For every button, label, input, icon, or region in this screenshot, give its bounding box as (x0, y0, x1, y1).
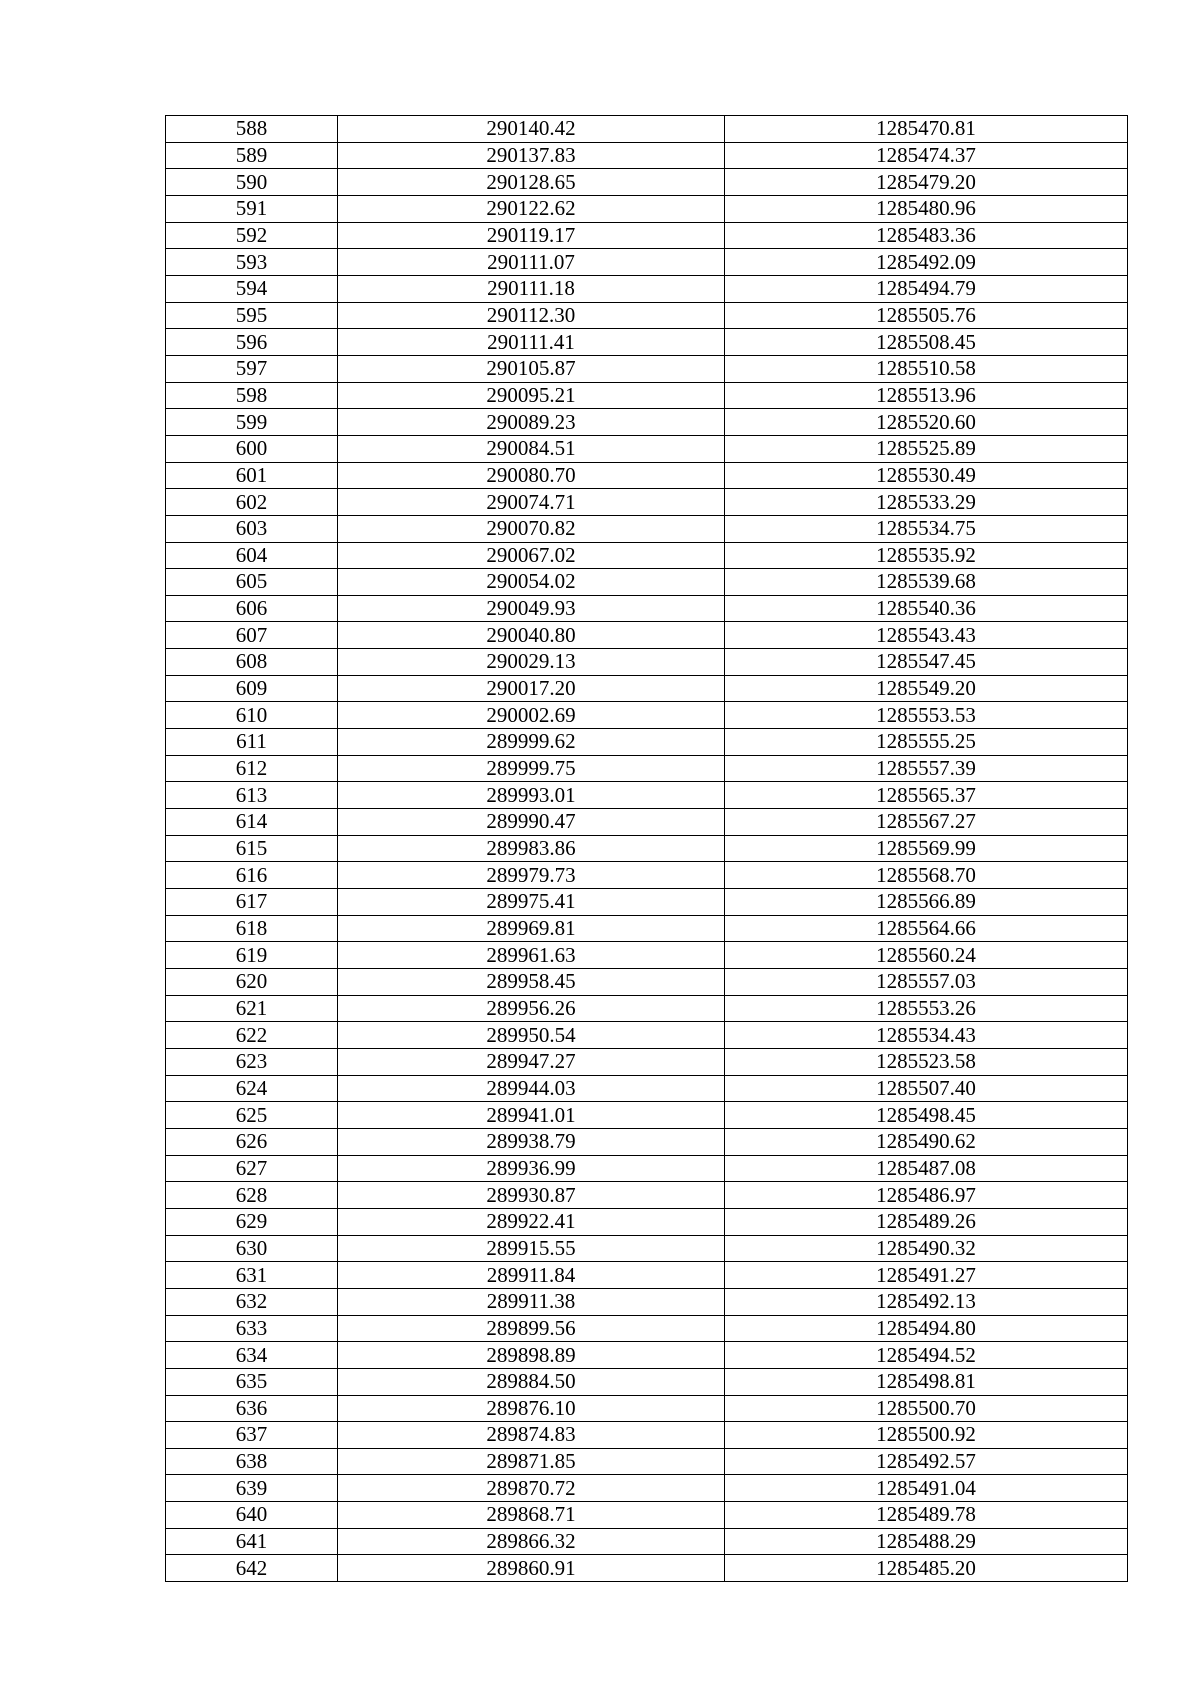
table-row (166, 409, 1128, 436)
y-coordinate-cell: 1285480.96 (725, 195, 1128, 222)
table-row (166, 1048, 1128, 1075)
table-row (166, 1262, 1128, 1289)
y-coordinate-cell: 1285491.27 (725, 1262, 1128, 1289)
x-coordinate-cell: 290080.70 (338, 462, 725, 489)
point-number-cell: 632 (166, 1288, 338, 1315)
point-number-cell: 595 (166, 302, 338, 329)
table-row (166, 969, 1128, 996)
x-coordinate-cell: 290002.69 (338, 702, 725, 729)
x-coordinate-cell: 290095.21 (338, 382, 725, 409)
y-coordinate-cell: 1285492.57 (725, 1448, 1128, 1475)
y-coordinate-cell: 1285560.24 (725, 942, 1128, 969)
table-row (166, 1555, 1128, 1582)
x-coordinate-cell: 290084.51 (338, 435, 725, 462)
y-coordinate-cell: 1285534.75 (725, 515, 1128, 542)
y-coordinate-cell: 1285500.70 (725, 1395, 1128, 1422)
table-row (166, 1075, 1128, 1102)
x-coordinate-cell: 290105.87 (338, 355, 725, 382)
table-row (166, 702, 1128, 729)
y-coordinate-cell: 1285489.26 (725, 1208, 1128, 1235)
table-row (166, 1475, 1128, 1502)
y-coordinate-cell: 1285494.52 (725, 1342, 1128, 1369)
table-row (166, 435, 1128, 462)
point-number-cell: 617 (166, 889, 338, 916)
table-row (166, 302, 1128, 329)
x-coordinate-cell: 290111.18 (338, 275, 725, 302)
table-row (166, 1128, 1128, 1155)
y-coordinate-cell: 1285500.92 (725, 1422, 1128, 1449)
y-coordinate-cell: 1285487.08 (725, 1155, 1128, 1182)
point-number-cell: 601 (166, 462, 338, 489)
table-row (166, 116, 1128, 143)
y-coordinate-cell: 1285549.20 (725, 675, 1128, 702)
table-row (166, 195, 1128, 222)
y-coordinate-cell: 1285490.32 (725, 1235, 1128, 1262)
table-row (166, 1368, 1128, 1395)
point-number-cell: 620 (166, 969, 338, 996)
x-coordinate-cell: 289983.86 (338, 835, 725, 862)
table-row (166, 1342, 1128, 1369)
x-coordinate-cell: 289999.62 (338, 729, 725, 756)
y-coordinate-cell: 1285565.37 (725, 782, 1128, 809)
y-coordinate-cell: 1285491.04 (725, 1475, 1128, 1502)
y-coordinate-cell: 1285474.37 (725, 142, 1128, 169)
table-row (166, 595, 1128, 622)
point-number-cell: 589 (166, 142, 338, 169)
x-coordinate-cell: 289866.32 (338, 1528, 725, 1555)
y-coordinate-cell: 1285498.45 (725, 1102, 1128, 1129)
point-number-cell: 602 (166, 489, 338, 516)
x-coordinate-cell: 290054.02 (338, 569, 725, 596)
x-coordinate-cell: 289993.01 (338, 782, 725, 809)
y-coordinate-cell: 1285525.89 (725, 435, 1128, 462)
x-coordinate-cell: 289990.47 (338, 809, 725, 836)
point-number-cell: 606 (166, 595, 338, 622)
point-number-cell: 621 (166, 995, 338, 1022)
table-row (166, 462, 1128, 489)
table-row (166, 675, 1128, 702)
x-coordinate-cell: 290074.71 (338, 489, 725, 516)
y-coordinate-cell: 1285539.68 (725, 569, 1128, 596)
point-number-cell: 627 (166, 1155, 338, 1182)
y-coordinate-cell: 1285489.78 (725, 1502, 1128, 1529)
table-row (166, 329, 1128, 356)
x-coordinate-cell: 290119.17 (338, 222, 725, 249)
y-coordinate-cell: 1285492.13 (725, 1288, 1128, 1315)
point-number-cell: 609 (166, 675, 338, 702)
point-number-cell: 612 (166, 755, 338, 782)
y-coordinate-cell: 1285494.80 (725, 1315, 1128, 1342)
table-row (166, 569, 1128, 596)
table-row (166, 1422, 1128, 1449)
y-coordinate-cell: 1285494.79 (725, 275, 1128, 302)
x-coordinate-cell: 289999.75 (338, 755, 725, 782)
x-coordinate-cell: 289874.83 (338, 1422, 725, 1449)
x-coordinate-cell: 289922.41 (338, 1208, 725, 1235)
point-number-cell: 622 (166, 1022, 338, 1049)
point-number-cell: 588 (166, 116, 338, 143)
x-coordinate-cell: 290128.65 (338, 169, 725, 196)
point-number-cell: 641 (166, 1528, 338, 1555)
x-coordinate-cell: 290029.13 (338, 649, 725, 676)
point-number-cell: 604 (166, 542, 338, 569)
point-number-cell: 618 (166, 915, 338, 942)
point-number-cell: 635 (166, 1368, 338, 1395)
point-number-cell: 619 (166, 942, 338, 969)
x-coordinate-cell: 289941.01 (338, 1102, 725, 1129)
x-coordinate-cell: 289915.55 (338, 1235, 725, 1262)
point-number-cell: 608 (166, 649, 338, 676)
y-coordinate-cell: 1285533.29 (725, 489, 1128, 516)
y-coordinate-cell: 1285557.39 (725, 755, 1128, 782)
x-coordinate-cell: 289961.63 (338, 942, 725, 969)
point-number-cell: 623 (166, 1048, 338, 1075)
table-row (166, 1528, 1128, 1555)
table-row (166, 1502, 1128, 1529)
x-coordinate-cell: 290111.07 (338, 249, 725, 276)
x-coordinate-cell: 289898.89 (338, 1342, 725, 1369)
y-coordinate-cell: 1285505.76 (725, 302, 1128, 329)
y-coordinate-cell: 1285534.43 (725, 1022, 1128, 1049)
x-coordinate-cell: 289969.81 (338, 915, 725, 942)
table-row (166, 649, 1128, 676)
table-row (166, 249, 1128, 276)
y-coordinate-cell: 1285543.43 (725, 622, 1128, 649)
point-number-cell: 633 (166, 1315, 338, 1342)
point-number-cell: 636 (166, 1395, 338, 1422)
point-number-cell: 600 (166, 435, 338, 462)
point-number-cell: 628 (166, 1182, 338, 1209)
point-number-cell: 630 (166, 1235, 338, 1262)
y-coordinate-cell: 1285488.29 (725, 1528, 1128, 1555)
point-number-cell: 614 (166, 809, 338, 836)
point-number-cell: 607 (166, 622, 338, 649)
table-row (166, 1395, 1128, 1422)
y-coordinate-cell: 1285510.58 (725, 355, 1128, 382)
y-coordinate-cell: 1285508.45 (725, 329, 1128, 356)
x-coordinate-cell: 289956.26 (338, 995, 725, 1022)
table-row (166, 142, 1128, 169)
y-coordinate-cell: 1285498.81 (725, 1368, 1128, 1395)
point-number-cell: 638 (166, 1448, 338, 1475)
point-number-cell: 631 (166, 1262, 338, 1289)
table-row (166, 915, 1128, 942)
point-number-cell: 642 (166, 1555, 338, 1582)
y-coordinate-cell: 1285547.45 (725, 649, 1128, 676)
point-number-cell: 598 (166, 382, 338, 409)
point-number-cell: 629 (166, 1208, 338, 1235)
x-coordinate-cell: 289899.56 (338, 1315, 725, 1342)
point-number-cell: 590 (166, 169, 338, 196)
table-row (166, 995, 1128, 1022)
table-row (166, 835, 1128, 862)
x-coordinate-cell: 290070.82 (338, 515, 725, 542)
x-coordinate-cell: 289871.85 (338, 1448, 725, 1475)
x-coordinate-cell: 290040.80 (338, 622, 725, 649)
x-coordinate-cell: 289930.87 (338, 1182, 725, 1209)
table-row (166, 729, 1128, 756)
y-coordinate-cell: 1285520.60 (725, 409, 1128, 436)
table-row (166, 169, 1128, 196)
table-row (166, 489, 1128, 516)
x-coordinate-cell: 289958.45 (338, 969, 725, 996)
x-coordinate-cell: 289876.10 (338, 1395, 725, 1422)
y-coordinate-cell: 1285567.27 (725, 809, 1128, 836)
y-coordinate-cell: 1285535.92 (725, 542, 1128, 569)
y-coordinate-cell: 1285507.40 (725, 1075, 1128, 1102)
x-coordinate-cell: 289975.41 (338, 889, 725, 916)
y-coordinate-cell: 1285569.99 (725, 835, 1128, 862)
point-number-cell: 615 (166, 835, 338, 862)
point-number-cell: 603 (166, 515, 338, 542)
x-coordinate-cell: 289979.73 (338, 862, 725, 889)
x-coordinate-cell: 289938.79 (338, 1128, 725, 1155)
x-coordinate-cell: 290067.02 (338, 542, 725, 569)
x-coordinate-cell: 289868.71 (338, 1502, 725, 1529)
coordinate-table-body (166, 116, 1128, 1582)
x-coordinate-cell: 289911.38 (338, 1288, 725, 1315)
table-row (166, 382, 1128, 409)
y-coordinate-cell: 1285492.09 (725, 249, 1128, 276)
coordinate-table (165, 115, 1128, 1582)
y-coordinate-cell: 1285564.66 (725, 915, 1128, 942)
y-coordinate-cell: 1285566.89 (725, 889, 1128, 916)
x-coordinate-cell: 290140.42 (338, 116, 725, 143)
point-number-cell: 634 (166, 1342, 338, 1369)
table-row (166, 355, 1128, 382)
y-coordinate-cell: 1285555.25 (725, 729, 1128, 756)
table-row (166, 515, 1128, 542)
x-coordinate-cell: 289936.99 (338, 1155, 725, 1182)
point-number-cell: 597 (166, 355, 338, 382)
table-row (166, 542, 1128, 569)
x-coordinate-cell: 290137.83 (338, 142, 725, 169)
point-number-cell: 616 (166, 862, 338, 889)
y-coordinate-cell: 1285540.36 (725, 595, 1128, 622)
point-number-cell: 610 (166, 702, 338, 729)
x-coordinate-cell: 289947.27 (338, 1048, 725, 1075)
point-number-cell: 605 (166, 569, 338, 596)
y-coordinate-cell: 1285523.58 (725, 1048, 1128, 1075)
y-coordinate-cell: 1285486.97 (725, 1182, 1128, 1209)
table-row (166, 809, 1128, 836)
point-number-cell: 624 (166, 1075, 338, 1102)
x-coordinate-cell: 289884.50 (338, 1368, 725, 1395)
table-row (166, 942, 1128, 969)
point-number-cell: 611 (166, 729, 338, 756)
y-coordinate-cell: 1285513.96 (725, 382, 1128, 409)
table-row (166, 782, 1128, 809)
table-row (166, 755, 1128, 782)
table-row (166, 222, 1128, 249)
table-row (166, 1315, 1128, 1342)
y-coordinate-cell: 1285485.20 (725, 1555, 1128, 1582)
y-coordinate-cell: 1285479.20 (725, 169, 1128, 196)
table-row (166, 1288, 1128, 1315)
y-coordinate-cell: 1285530.49 (725, 462, 1128, 489)
point-number-cell: 596 (166, 329, 338, 356)
table-row (166, 889, 1128, 916)
table-row (166, 1448, 1128, 1475)
table-row (166, 1182, 1128, 1209)
y-coordinate-cell: 1285568.70 (725, 862, 1128, 889)
x-coordinate-cell: 290017.20 (338, 675, 725, 702)
x-coordinate-cell: 290122.62 (338, 195, 725, 222)
point-number-cell: 626 (166, 1128, 338, 1155)
y-coordinate-cell: 1285490.62 (725, 1128, 1128, 1155)
table-row (166, 1208, 1128, 1235)
point-number-cell: 613 (166, 782, 338, 809)
table-row (166, 1102, 1128, 1129)
x-coordinate-cell: 290111.41 (338, 329, 725, 356)
point-number-cell: 592 (166, 222, 338, 249)
x-coordinate-cell: 289860.91 (338, 1555, 725, 1582)
table-row (166, 1235, 1128, 1262)
table-row (166, 1155, 1128, 1182)
x-coordinate-cell: 289870.72 (338, 1475, 725, 1502)
table-row (166, 862, 1128, 889)
table-row (166, 1022, 1128, 1049)
point-number-cell: 591 (166, 195, 338, 222)
y-coordinate-cell: 1285557.03 (725, 969, 1128, 996)
x-coordinate-cell: 289911.84 (338, 1262, 725, 1289)
point-number-cell: 637 (166, 1422, 338, 1449)
point-number-cell: 625 (166, 1102, 338, 1129)
point-number-cell: 594 (166, 275, 338, 302)
y-coordinate-cell: 1285553.53 (725, 702, 1128, 729)
table-row (166, 622, 1128, 649)
table-row (166, 275, 1128, 302)
y-coordinate-cell: 1285483.36 (725, 222, 1128, 249)
x-coordinate-cell: 289950.54 (338, 1022, 725, 1049)
point-number-cell: 640 (166, 1502, 338, 1529)
y-coordinate-cell: 1285470.81 (725, 116, 1128, 143)
x-coordinate-cell: 290049.93 (338, 595, 725, 622)
point-number-cell: 639 (166, 1475, 338, 1502)
point-number-cell: 593 (166, 249, 338, 276)
point-number-cell: 599 (166, 409, 338, 436)
x-coordinate-cell: 289944.03 (338, 1075, 725, 1102)
y-coordinate-cell: 1285553.26 (725, 995, 1128, 1022)
x-coordinate-cell: 290112.30 (338, 302, 725, 329)
x-coordinate-cell: 290089.23 (338, 409, 725, 436)
